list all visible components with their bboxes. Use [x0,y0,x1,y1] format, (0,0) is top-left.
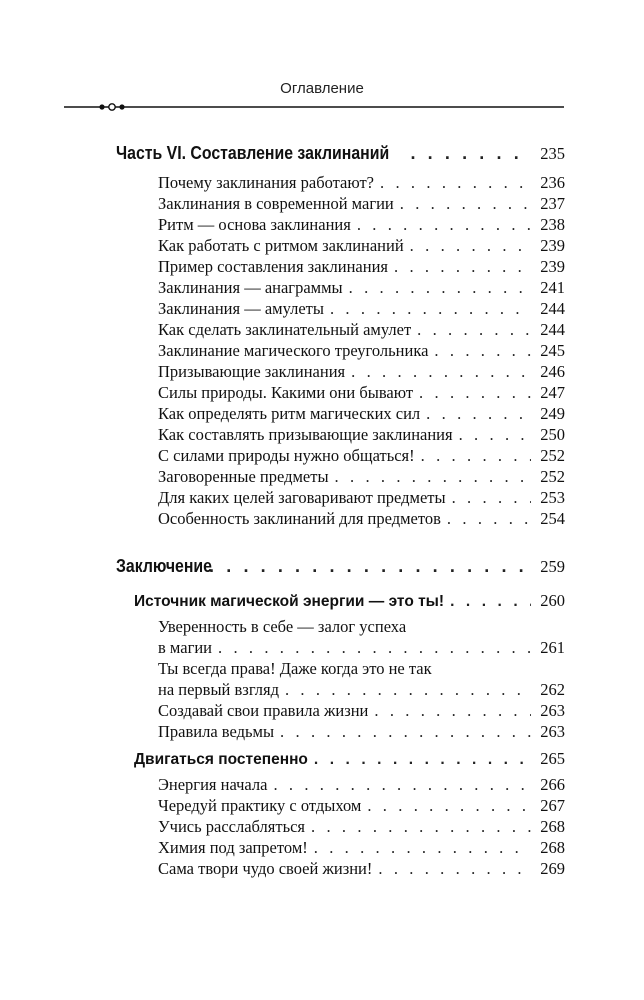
toc-title: Как составлять призывающие заклинания [158,425,453,444]
toc-entry-line1[interactable]: Ты всегда права! Даже когда это не так [158,659,432,678]
toc-entry[interactable] [158,341,565,361]
dot-leader [459,425,531,445]
toc-page-number: 239 [540,236,565,255]
toc-title: Пример составления заклинания [158,257,389,276]
toc-title: Двигаться постепенно [134,751,308,768]
toc-section-energy-source[interactable] [134,591,565,612]
dot-leader [314,838,531,858]
toc-title: Сама твори чудо своей жизни! [158,859,373,878]
dot-leader [374,701,531,721]
toc-page-number: 239 [540,257,565,276]
toc-title: Как работать с ритмом заклинаний [158,236,404,255]
dot-leader [394,257,531,277]
dot-leader [426,404,531,424]
toc-title: Источник магической энергии — это ты! [134,593,445,610]
toc-title: Почему заклинания работают? [158,173,375,192]
toc-part-vi[interactable] [116,143,565,164]
toc-entry[interactable] [158,859,565,879]
toc-entry[interactable] [158,467,565,487]
toc-page-number: 241 [540,278,565,297]
toc-title: Для каких целей заговаривают предметы [158,488,446,507]
toc-title: в магии [158,638,212,657]
toc-title: Силы природы. Какими они бывают [158,383,414,402]
toc-entry[interactable] [158,796,565,816]
toc-page-number: 262 [540,680,565,699]
dot-leader [447,509,531,529]
dot-leader [367,796,531,816]
dot-leader [280,722,531,742]
toc-page-number: 269 [540,859,565,878]
toc-entry-line1[interactable]: Уверенность в себе — залог успеха [158,617,407,636]
toc-title: С силами природы нужно общаться! [158,446,415,465]
toc-page-number: 263 [540,701,565,720]
toc-page-number: 237 [540,194,565,213]
toc-page-number: 268 [540,838,565,857]
toc-page-number: 266 [540,775,565,794]
dot-leader [285,680,531,700]
dot-leader [209,556,531,576]
toc-entry[interactable] [158,362,565,382]
toc-page-number: 261 [540,638,565,657]
toc-title: Энергия начала [158,775,268,794]
toc-entry[interactable] [158,215,565,235]
dot-leader [351,362,531,382]
toc-title: Ритм — основа заклинания [158,215,351,234]
toc-page-number: 247 [540,383,565,402]
toc-page-number: 252 [540,467,565,486]
toc-entry[interactable] [158,194,565,214]
dot-leader [349,278,531,298]
dot-leader [421,446,531,466]
toc-page-number: 268 [540,817,565,836]
toc-page-number: 267 [540,796,565,815]
dot-leader [357,215,531,235]
toc-entry[interactable] [158,488,565,508]
toc-title: Заклинания — амулеты [158,299,324,318]
toc-entry[interactable] [158,722,565,742]
toc-title: Заговоренные предметы [158,467,329,486]
dot-leader [218,638,531,658]
toc-entry[interactable] [158,817,565,837]
toc-entry[interactable] [158,680,565,700]
toc-page-number: 259 [540,557,565,576]
toc-entry[interactable] [158,404,565,424]
toc-entry[interactable] [158,509,565,529]
toc-page-number: 244 [540,320,565,339]
toc-entry[interactable] [158,278,565,298]
toc-page-number: 238 [540,215,565,234]
dot-leader [314,750,531,770]
toc-title: Правила ведьмы [158,722,275,741]
toc-page-number: 260 [540,591,565,610]
dot-leader [434,341,531,361]
dot-leader [273,775,531,795]
toc-entry[interactable] [158,701,565,721]
toc-title: Особенность заклинаний для предметов [158,509,441,528]
toc-title: Учись расслабляться [158,817,306,836]
dot-leader [378,859,531,879]
toc-title: Часть VI. Составление заклинаний [116,143,390,163]
toc-title: на первый взгляд [158,680,279,699]
toc-entry[interactable] [158,838,565,858]
dot-leader [410,236,531,256]
toc-entry[interactable] [158,173,565,193]
toc-title: Как определять ритм магических сил [158,404,421,423]
toc-page-number: 246 [540,362,565,381]
dot-leader [450,592,531,612]
toc-entry[interactable] [158,446,565,466]
toc-page-number: 244 [540,299,565,318]
dot-leader [410,143,531,163]
toc-page-number: 235 [540,144,565,163]
dot-leader [330,299,531,319]
running-head: Оглавление [280,80,364,97]
toc-page-number: 253 [540,488,565,507]
toc-title: Заклинание магического треугольника [158,341,429,360]
toc-title: Как сделать заклинательный амулет [158,320,412,339]
toc-title: Заключение [116,556,212,576]
toc-title: Химия под запретом! [158,838,308,857]
toc-conclusion[interactable] [116,556,565,577]
toc-section-gradual[interactable] [134,749,565,770]
toc-page-number: 245 [540,341,565,360]
dot-leader [419,383,531,403]
toc-page-number: 254 [540,509,565,528]
toc-page-number: 249 [540,404,565,423]
toc-entry[interactable] [158,383,565,403]
toc-entry[interactable] [158,257,565,277]
toc-page-number: 252 [540,446,565,465]
toc-title: Призывающие заклинания [158,362,346,381]
dot-leader [311,817,531,837]
toc-title: Создавай свои правила жизни [158,701,369,720]
toc-entry[interactable] [158,320,565,340]
toc-entry[interactable] [158,775,565,795]
dot-leader [452,488,531,508]
dot-leader [400,194,531,214]
dot-leader [417,320,531,340]
toc-entry[interactable] [158,299,565,319]
toc-page-number: 236 [540,173,565,192]
toc-entry[interactable] [158,236,565,256]
toc-entry[interactable] [158,425,565,445]
toc-title: Заклинания в современной магии [158,194,394,213]
dot-leader [380,173,531,193]
toc-entry[interactable] [158,638,565,658]
dot-leader [335,467,531,487]
toc-page-number: 265 [540,749,565,768]
toc-page-number: 263 [540,722,565,741]
toc-title: Чередуй практику с отдыхом [158,796,362,815]
toc-page-number: 250 [540,425,565,444]
toc-title: Заклинания — анаграммы [158,278,343,297]
